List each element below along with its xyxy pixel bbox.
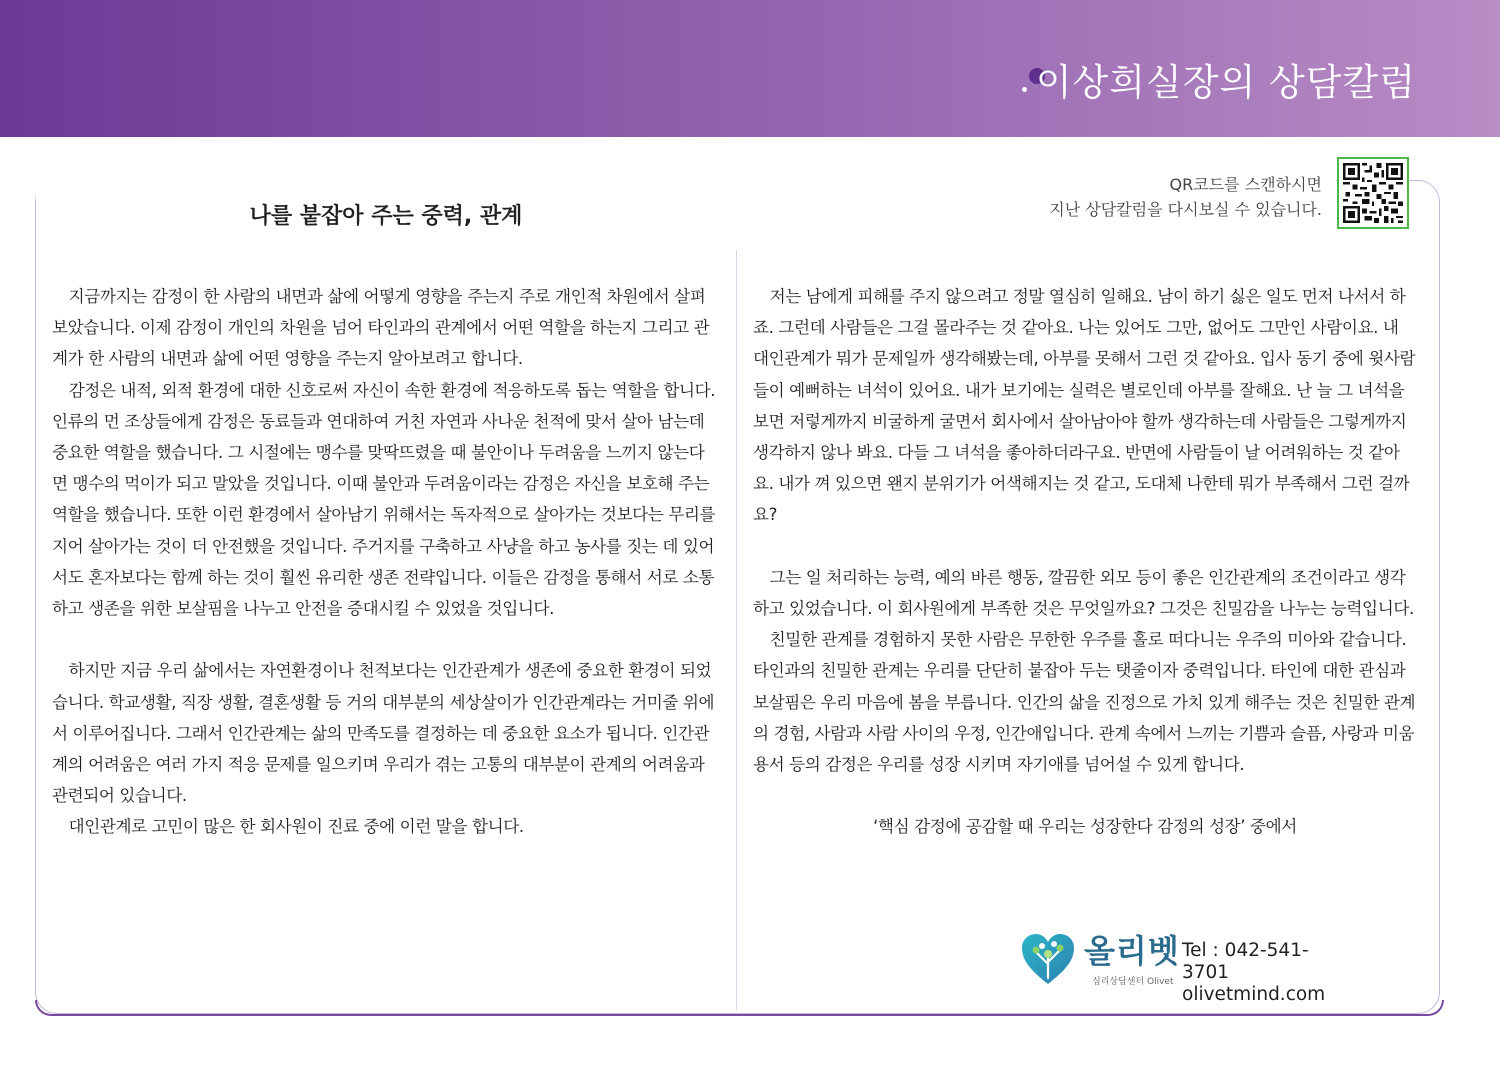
paragraph: 그는 일 처리하는 능력, 예의 바른 행동, 깔끔한 외모 등이 좋은 인간관계의 조건이라고 생각하고 있었습니다. 이 회사원에게 부족한 것은 무엇일까요? 그것은 친밀감을 나누는 능력입니다. xyxy=(753,567,1414,619)
column-series-title: 이상희실장의 상담칼럼 xyxy=(1035,61,1416,104)
contact-info xyxy=(1182,940,1350,1006)
column-divider xyxy=(736,250,737,1010)
paragraph: 하지만 지금 우리 삶에서는 자연환경이나 천적보다는 인간관계가 생존에 중요한 환경이 되었습니다. 학교생활, 직장 생활, 결혼생활 등 거의 대부분의 세상살이가 인간관계라는 거미줄 위에서 이루어집니다. 그래서 인간관계는 삶의 만족도를 결정하는 데 중요한 요소가 됩니다. 인간관계의 어려움은 여러 가지 적응 문제를 일으키며 우리가 겪는 고통의 대부분이 관계의 어려움과 관련되어 있습니다. xyxy=(52,661,715,806)
paragraph: 감정은 내적, 외적 환경에 대한 신호로써 자신이 속한 환경에 적응하도록 돕는 역할을 합니다. 인류의 먼 조상들에게 감정은 동료들과 연대하여 거친 자연과 사나운 천적에 맞서 살아 남는데 중요한 역할을 했습니다. 그 시절에는 맹수를 맞딱뜨렸을 때 불안이나 두려움을 느끼지 않는다면 맹수의 먹이가 되고 말았을 것입니다. 이때 불안과 두려움이라는 감정은 자신을 보호해 주는 역할을 했습니다. 또한 이런 환경에서 살아남기 위해서는 독자적으로 살아가는 것보다는 무리를 지어 살아가는 것이 더 안전했을 것입니다. 주거지를 구축하고 사냥을 하고 농사를 짓는 데 있어서도 혼자보다는 함께 하는 것이 훨씬 유리한 생존 전략입니다. 이들은 감정을 통해서 서로 소통하고 생존을 위한 보살핌을 나누고 안전을 증대시킬 수 있었을 것입니다. xyxy=(52,380,716,619)
article-left-column xyxy=(52,281,720,843)
article-right-column xyxy=(753,281,1417,843)
source-citation: ‘핵심 감정에 공감할 때 우리는 성장한다 감정의 성장’ 중에서 xyxy=(873,817,1297,837)
paragraph-gap xyxy=(753,531,1417,562)
logo-subtitle: 심리상담센터 Olivet xyxy=(1092,977,1174,987)
paragraph: 대인관계로 고민이 많은 한 회사원이 진료 중에 이런 말을 합니다. xyxy=(68,817,524,837)
header-banner xyxy=(0,0,1500,137)
qr-caption-line2: 지난 상담칼럼을 다시보실 수 있습니다. xyxy=(1049,200,1322,219)
paragraph-gap xyxy=(52,624,720,655)
telephone: Tel : 042-541-3701 xyxy=(1182,940,1309,983)
bullet-dot-small-icon xyxy=(1022,87,1027,92)
paragraph: 친밀한 관계를 경험하지 못한 사람은 무한한 우주를 홀로 떠다니는 우주의 미아와 같습니다. 타인과의 친밀한 관계는 우리를 단단히 붙잡아 두는 탯줄이자 중력입니다. 타인에 대한 관심과 보살핌은 우리 마음에 봄을 부릅니다. 인간의 삶을 진정으로 가치 있게 해주는 것은 친밀한 관계의 경험, 사람과 사람 사이의 우정, 인간애입니다. 관계 속에서 느끼는 기쁨과 슬픔, 사랑과 미움 용서 등의 감정은 우리를 성장 시키며 자기애를 넘어설 수 있게 합니다. xyxy=(753,630,1416,775)
heart-tree-icon xyxy=(1020,932,1076,986)
paragraph: 지금까지는 감정이 한 사람의 내면과 삶에 어떻게 영향을 주는지 주로 개인적 차원에서 살펴보았습니다. 이제 감정이 개인의 차원을 넘어 타인과의 관계에서 어떤 역할을 하는지 그리고 관계가 한 사람의 내면과 삶에 어떤 영향을 주는지 알아보려고 합니다. xyxy=(52,287,710,369)
qr-caption xyxy=(1049,172,1322,222)
article-title: 나를 붙잡아 주는 중력, 관계 xyxy=(249,204,523,229)
qr-code-icon[interactable] xyxy=(1337,157,1409,229)
footer-logo xyxy=(1020,932,1350,1005)
paragraph-gap xyxy=(753,780,1417,811)
paragraph: 저는 남에게 피해를 주지 않으려고 정말 열심히 일해요. 남이 하기 싫은 일도 먼저 나서서 하죠. 그런데 사람들은 그걸 몰라주는 것 같아요. 나는 있어도 그만, 없어도 그만인 사람이요. 내 대인관계가 뭐가 문제일까 생각해봤는데, 아부를 못해서 그런 것 같아요. 입사 동기 중에 윗사람들이 예뻐하는 녀석이 있어요. 내가 보기에는 실력은 별로인데 아부를 잘해요. 난 늘 그 녀석을 보면 저렇게까지 비굴하게 굴면서 회사에서 살아남아야 할까 생각하는데 사람들은 그렇게까지 생각하지 않나 봐요. 다들 그 녀석을 좋아하더라구요. 반면에 사람들이 날 어려워하는 것 같아요. 내가 껴 있으면 왠지 분위기가 어색해지는 것 같고, 도대체 나한테 뭐가 부족해서 그런 걸까요? xyxy=(753,287,1416,525)
website-link[interactable]: olivetmind.com xyxy=(1182,984,1326,1005)
logo-name: 올리벳 xyxy=(1084,932,1180,970)
qr-caption-line1: QR코드를 스캔하시면 xyxy=(1169,175,1322,194)
